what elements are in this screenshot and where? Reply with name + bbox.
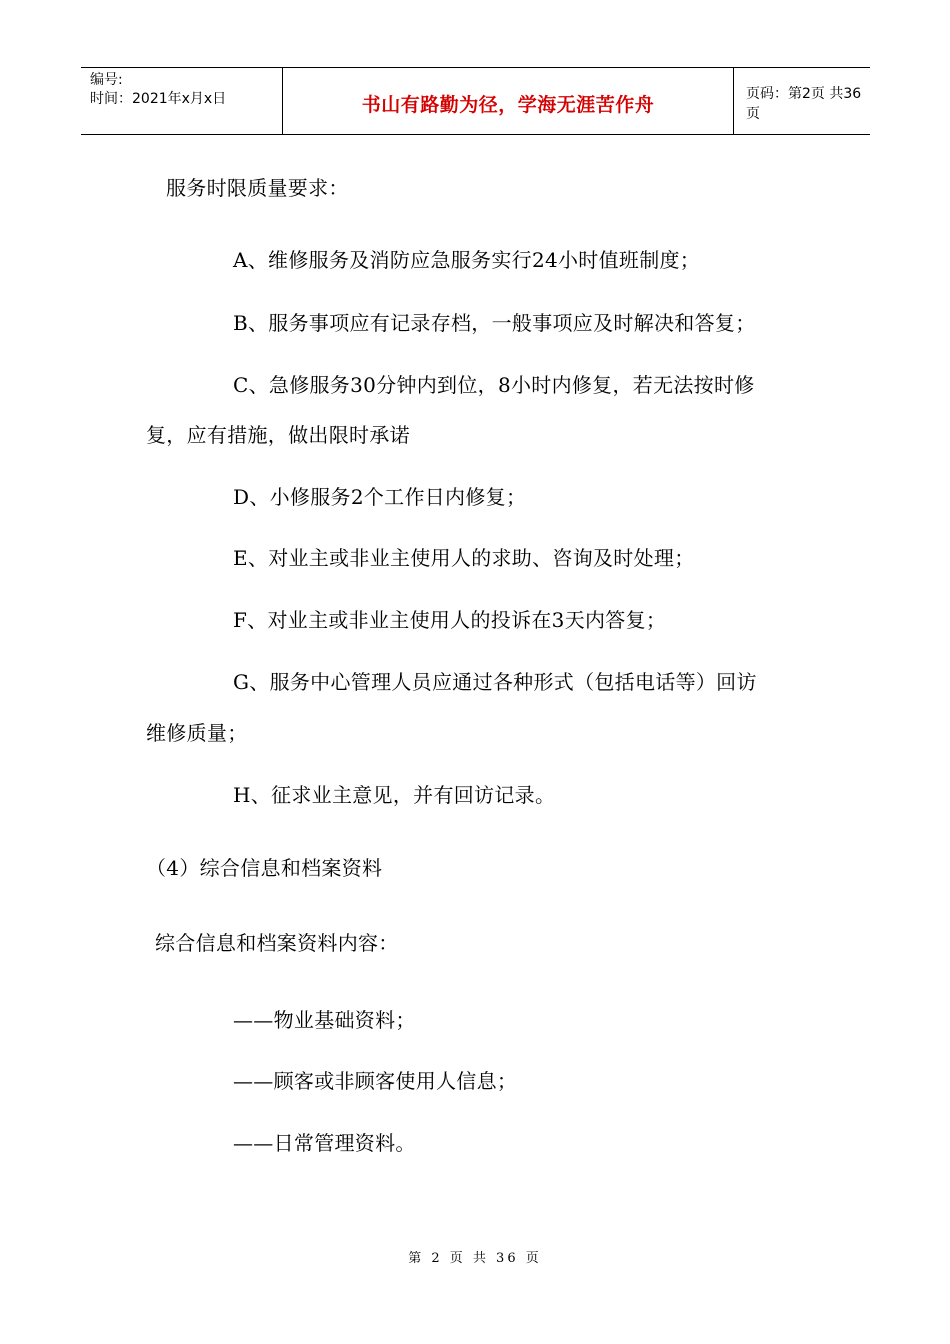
header-motto: 书山有路勤为径，学海无涯苦作舟 xyxy=(361,93,655,116)
list-item-h: H、征求业主意见，并有回访记录。 xyxy=(233,783,556,807)
list-item-g-continued: 维修质量； xyxy=(146,721,248,745)
list-item-g: G、服务中心管理人员应通过各种形式（包括电话等）回访 xyxy=(233,670,757,694)
document-code-label: 编号: xyxy=(90,72,123,88)
header-motto-cell xyxy=(282,68,734,134)
content-item: ——物业基础资料； xyxy=(233,1008,416,1032)
list-item-e: E、对业主或非业主使用人的求助、咨询及时处理； xyxy=(233,546,695,570)
header-page-cell xyxy=(734,68,870,134)
content-item: ——日常管理资料。 xyxy=(233,1131,416,1155)
content-item: ——顾客或非顾客使用人信息； xyxy=(233,1069,518,1093)
header-meta-cell xyxy=(81,68,282,134)
section-title: 服务时限质量要求： xyxy=(166,176,349,200)
list-item-f: F、对业主或非业主使用人的投诉在3天内答复； xyxy=(233,608,667,632)
header-page-number: 页码：第2页 共36页 xyxy=(746,86,862,122)
page-header xyxy=(81,67,870,135)
list-item-d: D、小修服务2个工作日内修复； xyxy=(233,485,527,509)
list-item-b: B、服务事项应有记录存档，一般事项应及时解决和答复； xyxy=(233,311,756,335)
list-item-a: A、维修服务及消防应急服务实行24小时值班制度； xyxy=(233,248,701,272)
subsection-title: （4）综合信息和档案资料 xyxy=(146,856,383,880)
document-time-label: 时间：2021年x月x日 xyxy=(90,91,227,107)
list-item-c: C、急修服务30分钟内到位，8小时内修复，若无法按时修 xyxy=(233,373,755,397)
list-item-c-continued: 复，应有措施，做出限时承诺 xyxy=(146,423,410,447)
page-footer: 第 2 页 共 36 页 xyxy=(408,1251,542,1266)
content-title: 综合信息和档案资料内容： xyxy=(155,931,399,955)
